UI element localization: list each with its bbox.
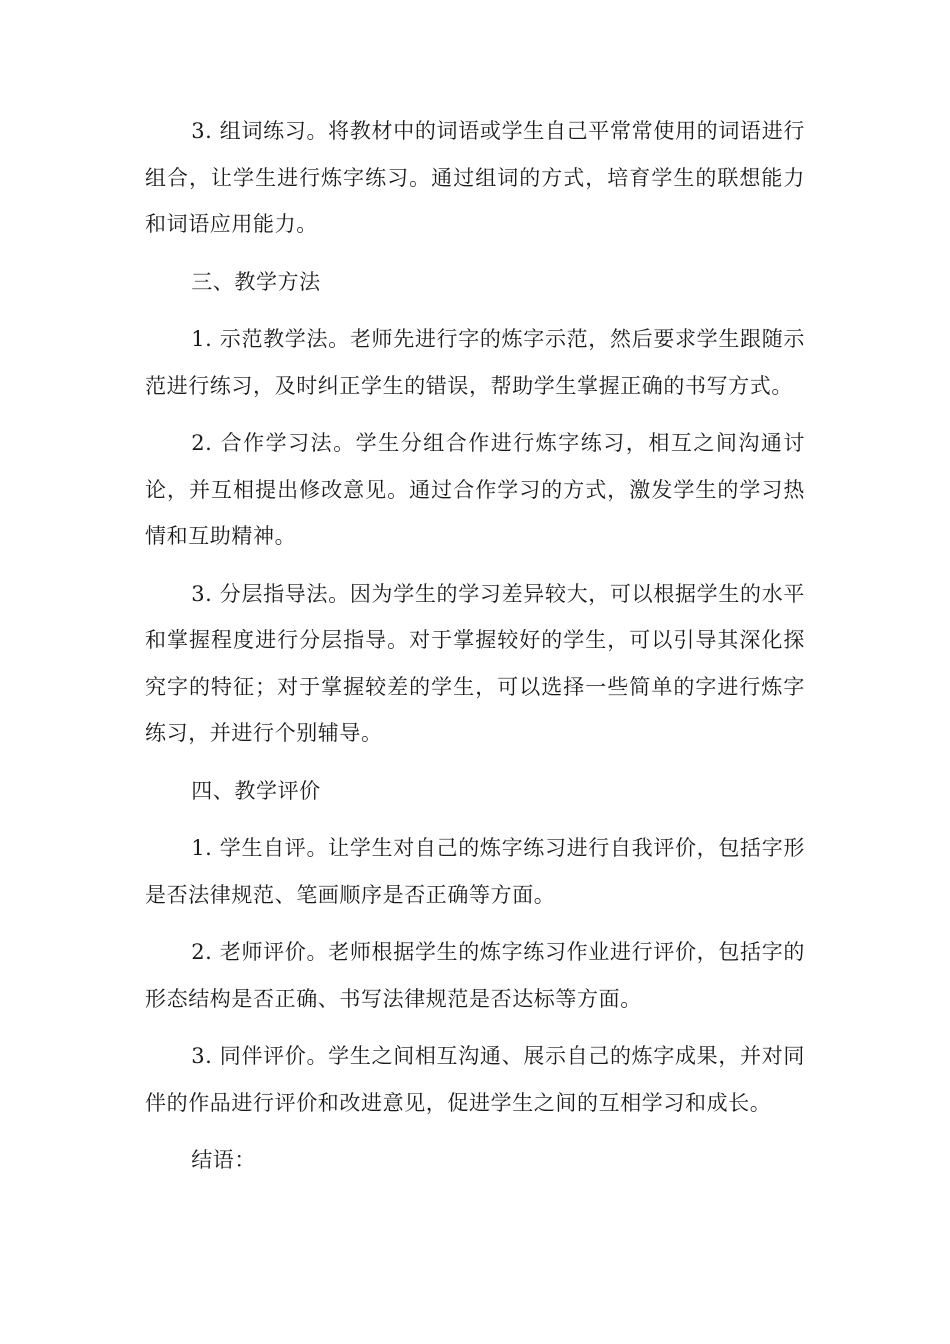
paragraph-cooperative-learning: 2. 合作学习法。学生分组合作进行炼字练习，相互之间沟通讨论，并互相提出修改意见。通过合作学习的方式，激发学生的学习热情和互助精神。 <box>145 431 805 548</box>
paragraph-teacher-evaluation: 2. 老师评价。老师根据学生的炼字练习作业进行评价，包括字的形态结构是否正确、书写法律规范是否达标等方面。 <box>145 940 805 1011</box>
paragraph-demonstration-method: 1. 示范教学法。老师先进行字的炼字示范，然后要求学生跟随示范进行练习，及时纠正学生的错误，帮助学生掌握正确的书写方式。 <box>145 327 805 398</box>
paragraph-peer-evaluation: 3. 同伴评价。学生之间相互沟通、展示自己的炼字成果，并对同伴的作品进行评价和改进意见，促进学生之间的互相学习和成长。 <box>145 1044 805 1115</box>
paragraph-word-combination-practice: 3. 组词练习。将教材中的词语或学生自己平常常使用的词语进行组合，让学生进行炼字练习。通过组词的方式，培育学生的联想能力和词语应用能力。 <box>145 119 805 236</box>
section-heading-teaching-methods: 三、教学方法 <box>191 269 321 294</box>
paragraph-tiered-guidance: 3. 分层指导法。因为学生的学习差异较大，可以根据学生的水平和掌握程度进行分层指导。对于掌握较好的学生，可以引导其深化探究字的特征；对于掌握较差的学生，可以选择一些简单的字进行炼字练习，并进行个别辅导。 <box>145 581 805 745</box>
paragraph-conclusion-heading: 结语： <box>191 1148 256 1172</box>
document-body <box>145 108 805 1195</box>
section-heading-teaching-evaluation: 四、教学评价 <box>191 778 321 803</box>
paragraph-self-evaluation: 1. 学生自评。让学生对自己的炼字练习进行自我评价，包括字形是否法律规范、笔画顺序是否正确等方面。 <box>145 836 805 907</box>
